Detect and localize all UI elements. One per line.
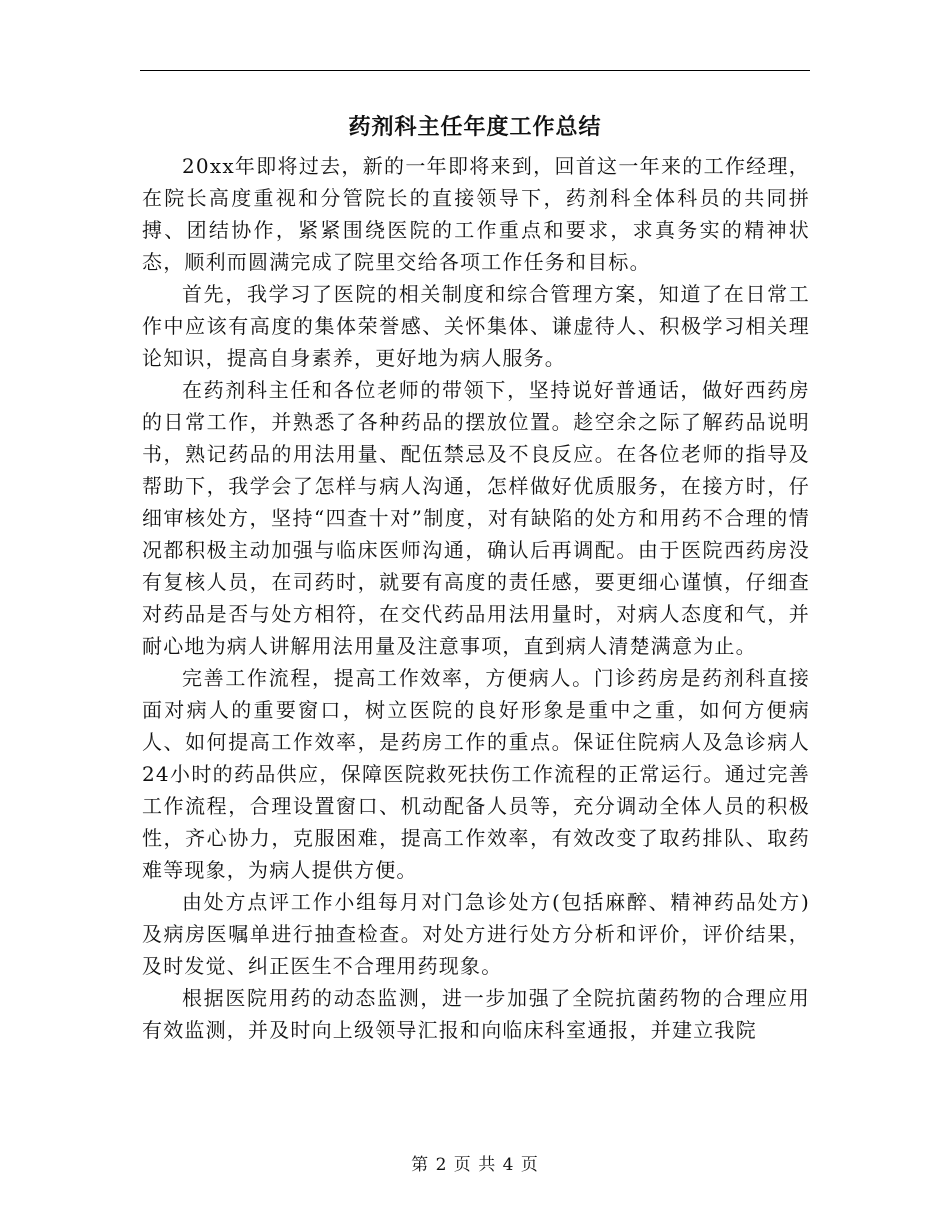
paragraph-6: 根据医院用药的动态监测，进一步加强了全院抗菌药物的合理应用有效监测，并及时向上级领导汇报和向临床科室通报，并建立我院 bbox=[142, 986, 810, 1042]
paragraph-2: 首先，我学习了医院的相关制度和综合管理方案，知道了在日常工作中应该有高度的集体荣誉感、关怀集体、谦虚待人、积极学习相关理论知识，提高自身素养，更好地为病人服务。 bbox=[142, 282, 810, 370]
paragraph-3: 在药剂科主任和各位老师的带领下，坚持说好普通话，做好西药房的日常工作，并熟悉了各种药品的摆放位置。趁空余之际了解药品说明书，熟记药品的用法用量、配伍禁忌及不良反应。在各位老师的指导及帮助下，我学会了怎样与病人沟通，怎样做好优质服务，在接方时，仔细审核处方，坚持“四查十对”制度，对有缺陷的处方和用药不合理的情况都积极主动加强与临床医师沟通，确认后再调配。由于医院西药房没有复核人员，在司药时，就要有高度的责任感，要更细心谨慎，仔细查对药品是否与处方相符，在交代药品用法用量时，对病人态度和气，并耐心地为病人讲解用法用量及注意事项，直到病人清楚满意为止。 bbox=[142, 378, 810, 658]
page-number-footer: 第 2 页 共 4 页 bbox=[411, 1155, 539, 1175]
document-title: 药剂科主任年度工作总结 bbox=[348, 114, 602, 140]
header-rule bbox=[140, 70, 810, 71]
paragraph-1: 20xx年即将过去，新的一年即将来到，回首这一年来的工作经理，在院长高度重视和分管院长的直接领导下，药剂科全体科员的共同拼搏、团结协作，紧紧围绕医院的工作重点和要求，求真务实的精神状态，顺利而圆满完成了院里交给各项工作任务和目标。 bbox=[142, 154, 810, 274]
paragraph-4: 完善工作流程，提高工作效率，方便病人。门诊药房是药剂科直接面对病人的重要窗口，树立医院的良好形象是重中之重，如何方便病人、如何提高工作效率，是药房工作的重点。保证住院病人及急诊病人24小时的药品供应，保障医院救死扶伤工作流程的正常运行。通过完善工作流程，合理设置窗口、机动配备人员等，充分调动全体人员的积极性，齐心协力，克服困难，提高工作效率，有效改变了取药排队、取药难等现象，为病人提供方便。 bbox=[142, 666, 810, 882]
document-body bbox=[142, 150, 810, 1046]
paragraph-5: 由处方点评工作小组每月对门急诊处方(包括麻醉、精神药品处方)及病房医嘱单进行抽查检查。对处方进行处方分析和评价，评价结果，及时发觉、纠正医生不合理用药现象。 bbox=[142, 890, 810, 978]
